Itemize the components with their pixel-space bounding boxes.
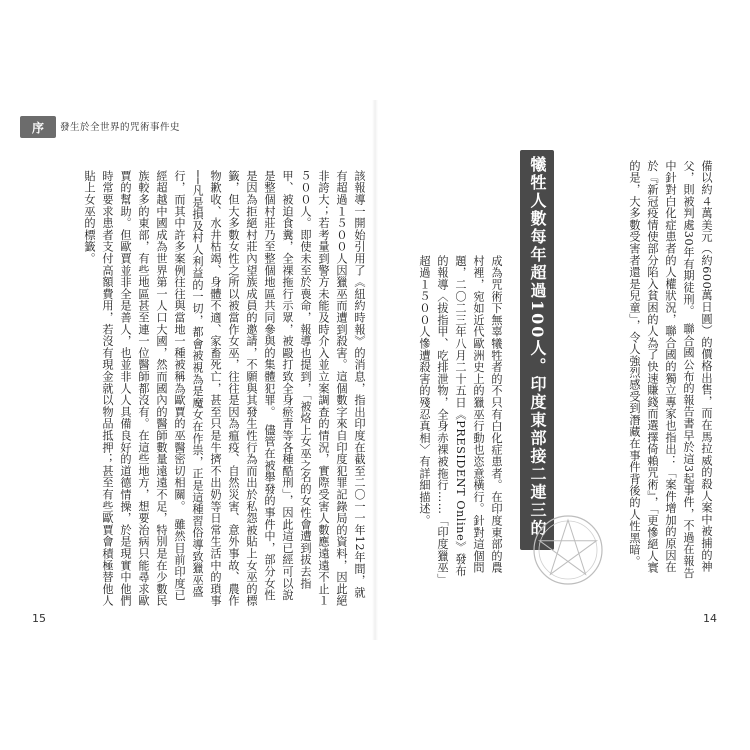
page-number-left: 15 <box>32 612 46 625</box>
section-heading: 犧牲人數每年超過100人。印度東部接二連三的獵巫行動 <box>520 150 554 550</box>
book-gutter <box>372 100 378 640</box>
left-page-body: 該報導一開始引用了《紐約時報》的消息，指出印度在截至二〇一一年12年間，就有超過１５００人因獵巫而遭到殺害。這個數字來自印度犯罪記錄局的資料，因此絕非誇大；若考量到警方未能及時介入並立案調查的情況，實際受害人數應遠遠不止１５００人。即使未至於喪命，報導也提到，「被烙上女巫之名的女性會遭到拔去指甲、被迫食糞，全裸拖行示眾，被毆打致全身瘀青等各種酷刑」，因此這已經可以說是整個村莊乃至整個地區共同參與的集體犯罪。 儘管在被舉發的事件中，部分女性是因為拒絕村莊內望族成員的邀請，不願與其發生性行為而出於私怨被貼上女巫的標籤，但大多數女性之所以被當作女巫，往往是因為瘟疫、自然災害、意外事故、農作物歉收、水井枯竭、身體不適、家畜死亡，甚至只是牛擠不出奶等日常生活中的瑣事──凡是損及村人利益的一切，都會被視為是魔女在作祟，正是這種習俗導致獵巫盛行，而其中許多案例往往與當地一種被稱為歐賈的巫醫密切相關。 雖然目前印度已經超越中國成為世界第一人口大國，然而國內的醫師數量遠遠不足，特別是在少數民族較多的東部，有些地區甚至連一位醫師都沒有。在這些地方，想要治病只能尋求歐賈的幫助。但歐賈並非全是善人，也並非人人具備良好的道德情操，於是現實中他們時常要求患者支付高額費用，若沒有現金就以物品抵押；甚至有些歐賈會積極替他人貼上女巫的標籤。 <box>83 170 366 607</box>
right-page-body-bottom: 成為咒術下無辜犧牲者的不只有白化症患者。在印度東部的農村裡，宛如近代歐洲史上的獵巫行動也恣意橫行。針對這個問題，二〇二三年八月二十五日《PRESIDENT Online》發布的報導〈拔指甲、吃排泄物，全身赤裸被拖行……「印度獵巫」超過１５００人慘遭殺害的殘忍真相〉有詳細描述。 <box>418 255 503 580</box>
page-number-right: 14 <box>703 612 717 625</box>
right-page-body-top: 備以約４萬美元（約600萬日圓）的價格出售，而在馬拉威的殺人案中被捕的神父，則被判處30年有期徒刑。 聯合國公布的報告書早於這3起事件，不過在報告中針對白化症患者的人權狀況，聯合國的獨立專家也指出：「案件增加的原因在於『新冠疫情使部分陷入貧困的人為了快速賺錢而選擇倚賴咒術』，「更慘絕人寰的是，大多數受害者還是兒童」，令人強烈感受到潛藏在事件背後的人性黑暗。 <box>628 160 713 579</box>
running-header <box>20 116 180 138</box>
chapter-badge: 序 <box>20 116 56 138</box>
pentagram-icon <box>528 510 608 590</box>
running-header-title: 發生於全世界的咒術事件史 <box>60 122 181 133</box>
